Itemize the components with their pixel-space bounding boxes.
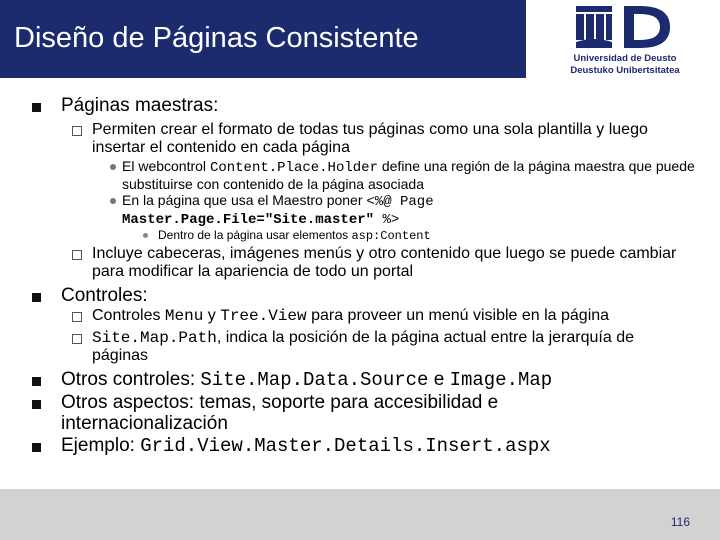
bullet-contentplaceholder [122, 158, 697, 192]
text-segment: Controles [92, 307, 165, 324]
code-segment: Image.Map [449, 369, 553, 391]
slide-footer [0, 489, 720, 540]
code-segment: Menu [164, 307, 204, 325]
code-segment: Content.Place.Holder [209, 160, 378, 176]
bullet-dot-icon [110, 198, 116, 204]
text-segment: En la página que usa el Maestro poner [122, 192, 367, 208]
slide-title: Diseño de Páginas Consistente [14, 22, 419, 54]
bullet-square-icon [32, 377, 41, 386]
bullet-example [61, 435, 701, 457]
code-segment: Tree.View [220, 307, 307, 325]
bullet-master-pages-headers: Incluye cabeceras, imágenes menús y otro contenido que luego se puede cambiar para modificar la apariencia de todo un portal [92, 245, 677, 280]
logo-text-line1: Universidad de Deusto [573, 53, 677, 64]
bullet-hollow-square-icon [72, 126, 82, 136]
text-segment: Dentro de la página usar elementos [158, 228, 352, 242]
bullet-square-icon [32, 293, 41, 302]
university-logo [530, 0, 720, 80]
text-segment: define una región de la página maestra que puede substituirse con contenido de la página asociada [122, 158, 695, 192]
bullet-master-pages: Páginas maestras: [61, 95, 219, 116]
bullet-sitemappath [92, 329, 692, 365]
bullet-square-icon [32, 443, 41, 452]
code-segment: Site.Map.Data.Source [200, 369, 429, 391]
bullet-menu-treeview [92, 307, 702, 325]
code-segment: Grid.View.Master.Details.Insert.aspx [140, 435, 551, 457]
code-segment: asp:Content [351, 229, 431, 243]
text-segment: e [428, 369, 450, 390]
university-logo-icon [574, 4, 674, 50]
code-segment: %> [374, 212, 400, 228]
bullet-asp-content [158, 228, 658, 243]
text-segment: , indica la posición de la página actual entre la jerarquía de páginas [92, 329, 634, 364]
bullet-hollow-square-icon [72, 334, 82, 344]
bullet-hollow-square-icon [72, 250, 82, 260]
bullet-other-controls [61, 369, 701, 391]
code-segment: Master.Page.File="Site.master" [122, 212, 375, 228]
bullet-square-icon [32, 103, 41, 112]
bullet-master-pages-desc: Permiten crear el formato de todas tus páginas como una sola plantilla y luego insertar el contenido en cada página [92, 121, 648, 156]
bullet-page-directive [122, 192, 522, 228]
bullet-controls: Controles: [61, 285, 148, 306]
text-segment: y [203, 307, 221, 324]
slide-header [0, 0, 720, 80]
code-segment: <%@ Page [366, 194, 434, 210]
bullet-square-icon [32, 400, 41, 409]
bullet-other-aspects: Otros aspectos: temas, soporte para accesibilidad e internacionalización [61, 392, 499, 434]
text-segment: El webcontrol [122, 158, 210, 174]
page-number: 116 [670, 515, 690, 529]
bullet-hollow-square-icon [72, 312, 82, 322]
text-segment: Otros controles: [61, 369, 201, 390]
bullet-small-dot-icon [143, 233, 148, 238]
title-band [0, 0, 520, 78]
code-segment: Site.Map.Path [92, 329, 217, 347]
text-segment: para proveer un menú visible en la página [306, 307, 610, 324]
text-segment: Ejemplo: [61, 435, 141, 456]
bullet-dot-icon [110, 164, 116, 170]
logo-text-line2: Deustuko Unibertsitatea [570, 65, 680, 76]
